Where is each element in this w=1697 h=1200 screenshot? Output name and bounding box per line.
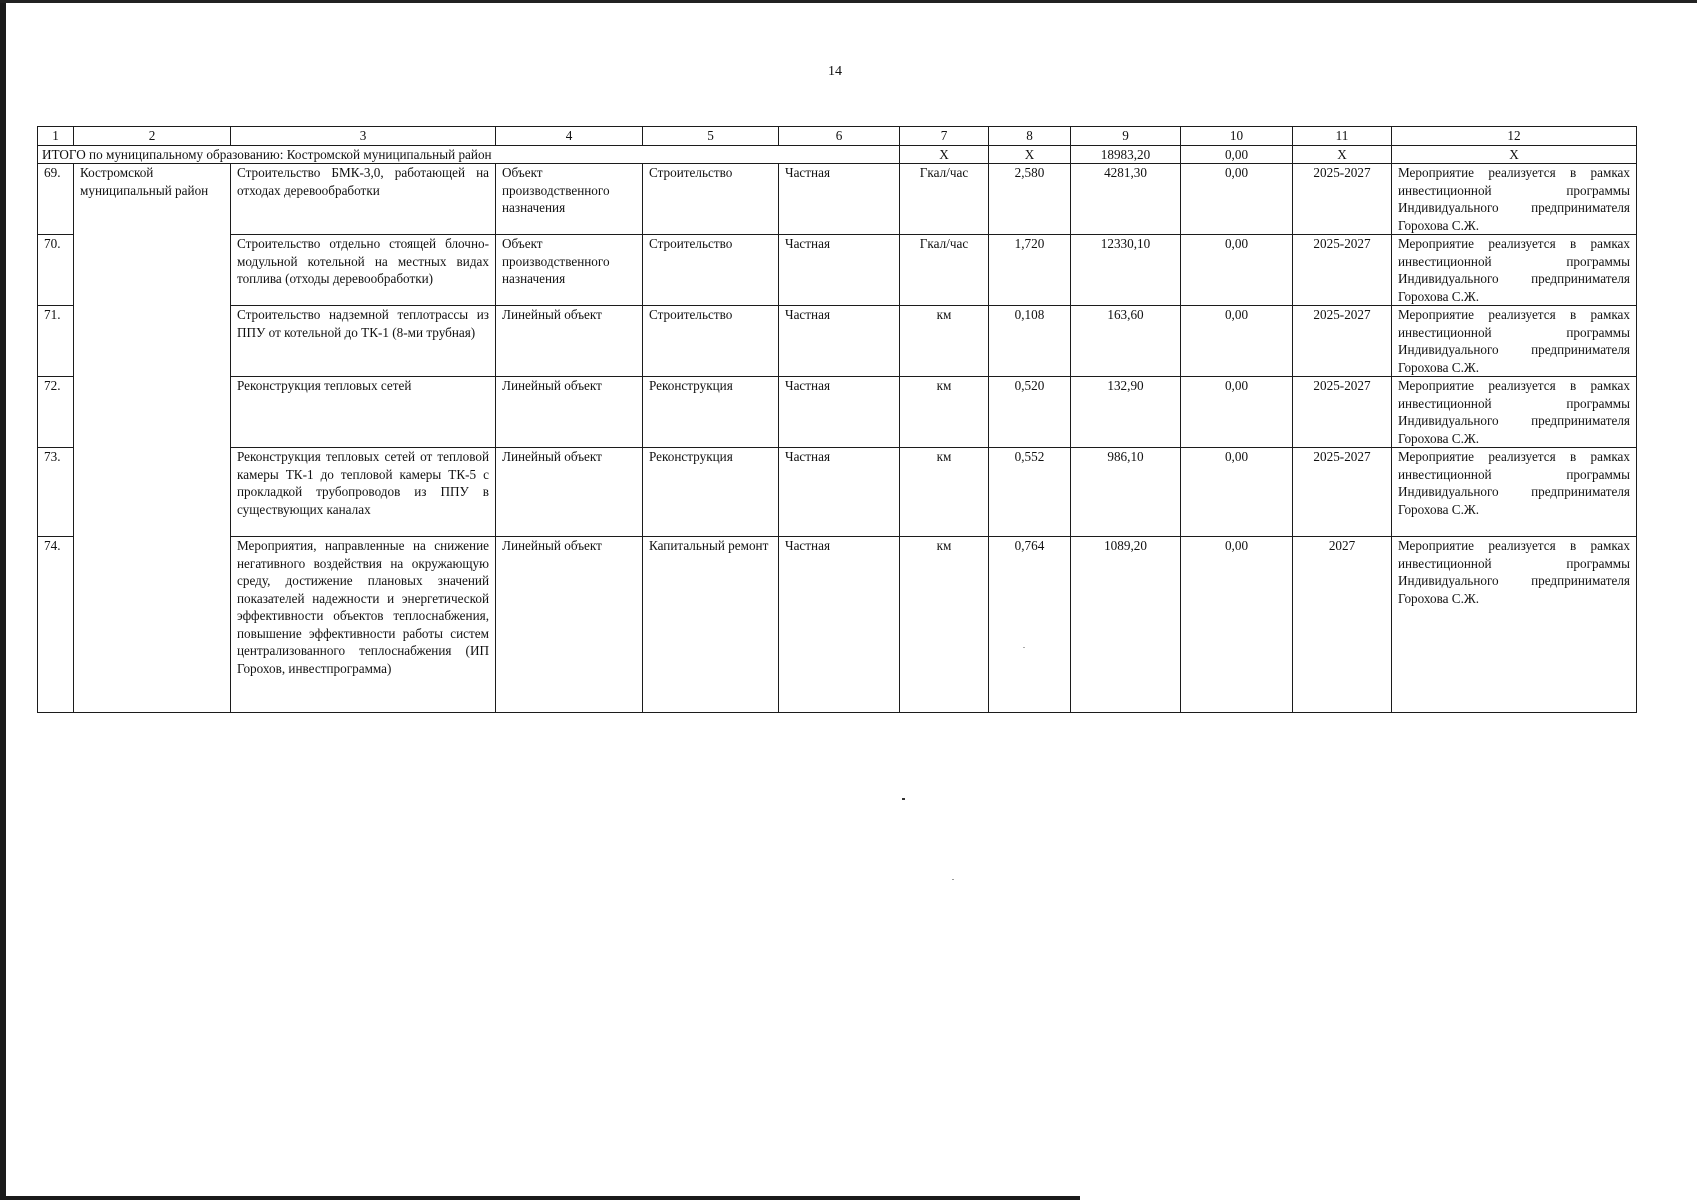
- object-type: Объект производственного назначения: [496, 164, 643, 235]
- note: Мероприятие реализуется в рамках инвестиционной программы Индивидуального предпринимателя Горохова С.Ж.: [1392, 164, 1637, 235]
- note: Мероприятие реализуется в рамках инвестиционной программы Индивидуального предпринимателя Горохова С.Ж.: [1392, 235, 1637, 306]
- measure-name: Мероприятия, направленные на снижение негативного воздействия на окружающую среду, достижение плановых значений показателей надежности и энергетической эффективности объектов теплоснабжения, повышение эффективности работы систем централизованного теплоснабжения (ИП Горохов, инвестпрограмма): [231, 537, 496, 713]
- note: Мероприятие реализуется в рамках инвестиционной программы Индивидуального предпринимателя Горохова С.Ж.: [1392, 448, 1637, 537]
- scan-edge-left: [0, 0, 6, 1200]
- object-type: Линейный объект: [496, 448, 643, 537]
- unit: км: [900, 537, 989, 713]
- object-type: Линейный объект: [496, 537, 643, 713]
- note: Мероприятие реализуется в рамках инвестиционной программы Индивидуального предпринимателя Горохова С.Ж.: [1392, 377, 1637, 448]
- cost: 12330,10: [1071, 235, 1181, 306]
- budget: 0,00: [1181, 164, 1293, 235]
- amount: 0,764: [989, 537, 1071, 713]
- period: 2025-2027: [1293, 448, 1392, 537]
- work-type: Реконструкция: [643, 377, 779, 448]
- amount: 0,520: [989, 377, 1071, 448]
- budget: 0,00: [1181, 377, 1293, 448]
- cost: 132,90: [1071, 377, 1181, 448]
- period: 2027: [1293, 537, 1392, 713]
- work-type: Реконструкция: [643, 448, 779, 537]
- unit: Гкал/час: [900, 235, 989, 306]
- unit: км: [900, 306, 989, 377]
- object-type: Линейный объект: [496, 306, 643, 377]
- cost: 163,60: [1071, 306, 1181, 377]
- header-cell: 7: [900, 127, 989, 146]
- work-type: Строительство: [643, 306, 779, 377]
- work-type: Строительство: [643, 164, 779, 235]
- measures-table: [37, 126, 1637, 713]
- period: 2025-2027: [1293, 164, 1392, 235]
- ownership: Частная: [779, 377, 900, 448]
- work-type: Строительство: [643, 235, 779, 306]
- object-type: Линейный объект: [496, 377, 643, 448]
- scan-speck: [952, 879, 954, 880]
- budget: 0,00: [1181, 235, 1293, 306]
- amount: 1,720: [989, 235, 1071, 306]
- amount: 0,552: [989, 448, 1071, 537]
- cost: 4281,30: [1071, 164, 1181, 235]
- scan-speck: [902, 798, 905, 800]
- budget: 0,00: [1181, 306, 1293, 377]
- object-type: Объект производственного назначения: [496, 235, 643, 306]
- table-row: [38, 377, 1637, 448]
- unit: Гкал/час: [900, 164, 989, 235]
- scan-edge-bottom: [0, 1196, 1080, 1200]
- header-cell: 11: [1293, 127, 1392, 146]
- measure-name: Строительство БМК-3,0, работающей на отходах деревообработки: [231, 164, 496, 235]
- ownership: Частная: [779, 306, 900, 377]
- total-col11: Х: [1293, 145, 1392, 164]
- header-cell: 3: [231, 127, 496, 146]
- total-col8: Х: [989, 145, 1071, 164]
- unit: км: [900, 377, 989, 448]
- header-cell: 12: [1392, 127, 1637, 146]
- note: Мероприятие реализуется в рамках инвестиционной программы Индивидуального предпринимателя Горохова С.Ж.: [1392, 537, 1637, 713]
- header-cell: 2: [74, 127, 231, 146]
- scan-speck: [1023, 647, 1025, 648]
- scan-edge-top: [0, 0, 1697, 3]
- total-label: ИТОГО по муниципальному образованию: Костромской муниципальный район: [38, 145, 900, 164]
- unit: км: [900, 448, 989, 537]
- row-number: 72.: [38, 377, 74, 448]
- table-row: [38, 164, 1637, 235]
- row-number: 71.: [38, 306, 74, 377]
- budget: 0,00: [1181, 537, 1293, 713]
- amount: 0,108: [989, 306, 1071, 377]
- note: Мероприятие реализуется в рамках инвестиционной программы Индивидуального предпринимателя Горохова С.Ж.: [1392, 306, 1637, 377]
- header-cell: 10: [1181, 127, 1293, 146]
- measure-name: Строительство надземной теплотрассы из ППУ от котельной до ТК-1 (8-ми трубная): [231, 306, 496, 377]
- header-cell: 9: [1071, 127, 1181, 146]
- period: 2025-2027: [1293, 306, 1392, 377]
- period: 2025-2027: [1293, 235, 1392, 306]
- cost: 1089,20: [1071, 537, 1181, 713]
- page-number: 14: [828, 64, 842, 79]
- header-cell: 5: [643, 127, 779, 146]
- period: 2025-2027: [1293, 377, 1392, 448]
- header-cell: 6: [779, 127, 900, 146]
- row-number: 69.: [38, 164, 74, 235]
- work-type: Капитальный ремонт: [643, 537, 779, 713]
- row-number: 70.: [38, 235, 74, 306]
- measure-name: Строительство отдельно стоящей блочно-модульной котельной на местных видах топлива (отходы деревообработки): [231, 235, 496, 306]
- header-cell: 8: [989, 127, 1071, 146]
- measure-name: Реконструкция тепловых сетей от тепловой камеры ТК-1 до тепловой камеры ТК-5 с прокладкой трубопроводов из ППУ в существующих каналах: [231, 448, 496, 537]
- total-col7: Х: [900, 145, 989, 164]
- table-row: [38, 448, 1637, 537]
- ownership: Частная: [779, 537, 900, 713]
- total-col12: Х: [1392, 145, 1637, 164]
- header-row: [38, 127, 1637, 146]
- total-budget: 0,00: [1181, 145, 1293, 164]
- measure-name: Реконструкция тепловых сетей: [231, 377, 496, 448]
- table-row: [38, 537, 1637, 713]
- row-number: 74.: [38, 537, 74, 713]
- table-row: [38, 235, 1637, 306]
- district-cell: Костромской муниципальный район: [74, 164, 231, 713]
- header-cell: 1: [38, 127, 74, 146]
- row-number: 73.: [38, 448, 74, 537]
- total-cost: 18983,20: [1071, 145, 1181, 164]
- ownership: Частная: [779, 448, 900, 537]
- header-cell: 4: [496, 127, 643, 146]
- cost: 986,10: [1071, 448, 1181, 537]
- amount: 2,580: [989, 164, 1071, 235]
- ownership: Частная: [779, 164, 900, 235]
- budget: 0,00: [1181, 448, 1293, 537]
- table-row: [38, 306, 1637, 377]
- total-row: [38, 145, 1637, 164]
- ownership: Частная: [779, 235, 900, 306]
